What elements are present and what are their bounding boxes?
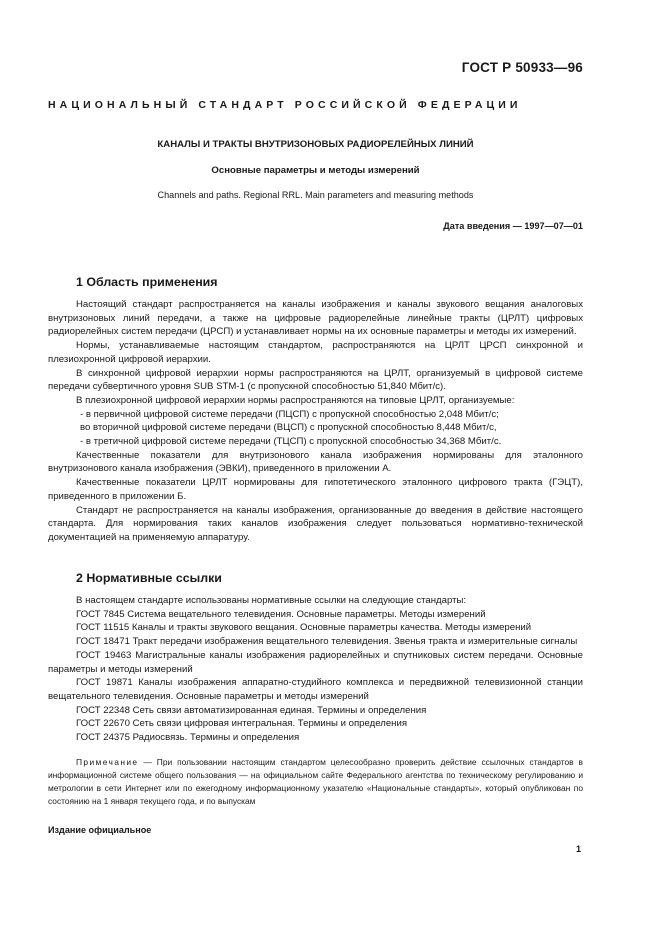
- list-item: - в первичной цифровой системе передачи (ПЦСП) с пропускной способностью 2,048 Мбит/с;: [80, 408, 499, 420]
- english-title: Channels and paths. Regional RRL. Main parameters and measuring methods: [157, 190, 474, 200]
- list-item: - в третичной цифровой системе передачи (ТЦСП) с пропускной способностью 34,368 Мбит/с.: [80, 436, 502, 448]
- section-1-body: [48, 298, 583, 545]
- page-number: 1: [575, 844, 581, 854]
- national-standard-banner: НАЦИОНАЛЬНЫЙ СТАНДАРТ РОССИЙСКОЙ ФЕДЕРАЦИИ: [48, 99, 522, 111]
- section-2-body: [48, 594, 583, 745]
- note-label: Примечание: [76, 757, 139, 767]
- paragraph: В синхронной цифровой иерархии нормы распространяются на ЦРЛТ, организуемый в цифровой системе передачи субвертичного уровня SUB STM-1 (с пропускной способностью 51,840 Мбит/с).: [48, 367, 583, 393]
- reference-item: ГОСТ 22670 Сеть связи цифровая интегральная. Термины и определения: [76, 718, 408, 730]
- section-2-heading: 2 Нормативные ссылки: [76, 571, 222, 585]
- paragraph: Качественные показатели для внутризонового канала изображения нормированы для эталонного внутризонового канала изображения (ЭВКИ), приведенного в приложении А.: [48, 449, 583, 475]
- list-item: во вторичной цифровой системе передачи (ВЦСП) с пропускной способностью 8,448 Мбит/с,: [80, 422, 497, 434]
- reference-item: ГОСТ 7845 Система вещательного телевидения. Основные параметры. Методы измерений: [76, 608, 486, 620]
- reference-item: ГОСТ 24375 Радиосвязь. Термины и определения: [76, 732, 300, 744]
- document-subtitle: Основные параметры и методы измерений: [211, 165, 420, 176]
- paragraph: В плезиохронной цифровой иерархии нормы распространяются на типовые ЦРЛТ, организуемые:: [76, 394, 515, 406]
- paragraph: Качественные показатели ЦРЛТ нормированы для гипотетического эталонного цифрового тракта (ГЭЦТ), приведенного в приложении Б.: [48, 477, 583, 502]
- note-text: — При пользовании настоящим стандартом целесообразно проверить действие ссылочных стандартов в информационной системе общего пользования — на официальном сайте Федерального агентства по техническому регулированию и метрологии в сети Интернет или по ежегодному информационному указателю «Национальные стандарты», который опубликован по состоянию на 1 января текущего года, и по выпускам: [48, 757, 583, 806]
- reference-item: ГОСТ 19871 Каналы изображения аппаратно-студийного комплекса и передвижной телевизионной станции вещательного телевидения. Основные параметры и методы измерений: [48, 677, 583, 702]
- paragraph: Нормы, устанавливаемые настоящим стандартом, распространяются на ЦРЛТ ЦРСП синхронной и плезиохронной цифровой иерархии.: [48, 340, 583, 365]
- document-id: ГОСТ Р 50933—96: [461, 60, 583, 75]
- note: [48, 756, 583, 808]
- official-edition-label: Издание официальное: [48, 825, 152, 835]
- reference-item: ГОСТ 11515 Каналы и тракты звукового вещания. Основные параметры качества. Методы измерений: [76, 622, 532, 634]
- paragraph: Настоящий стандарт распространяется на каналы изображения и каналы звукового вещания аналоговых внутризоновых линий передачи, а также на цифровые радиорелейные линейные тракты (ЦРЛТ) цифровых радиорелейных систем передачи (ЦРСП) и устанавливает нормы на их основные параметры и методы их измерений.: [48, 299, 583, 338]
- paragraph: Стандарт не распространяется на каналы изображения, организованные до введения в действие настоящего стандарта. Для нормирования таких каналов изображения следует пользоваться нормативно-технической документацией на применяемую аппаратуру.: [48, 504, 583, 543]
- paragraph: В настоящем стандарте использованы нормативные ссылки на следующие стандарты:: [76, 595, 467, 606]
- reference-item: ГОСТ 18471 Тракт передачи изображения вещательного телевидения. Звенья тракта и измерительные сигналы: [76, 636, 578, 648]
- section-1-heading: 1 Область применения: [76, 275, 218, 289]
- document-title: КАНАЛЫ И ТРАКТЫ ВНУТРИЗОНОВЫХ РАДИОРЕЛЕЙНЫХ ЛИНИЙ: [157, 139, 474, 150]
- introduction-date: Дата введения — 1997—07—01: [443, 221, 583, 231]
- reference-item: ГОСТ 19463 Магистральные каналы изображения радиорелейных и спутниковых систем передачи. Основные параметры и методы измерений: [48, 649, 583, 675]
- reference-item: ГОСТ 22348 Сеть связи автоматизированная единая. Термины и определения: [76, 704, 427, 716]
